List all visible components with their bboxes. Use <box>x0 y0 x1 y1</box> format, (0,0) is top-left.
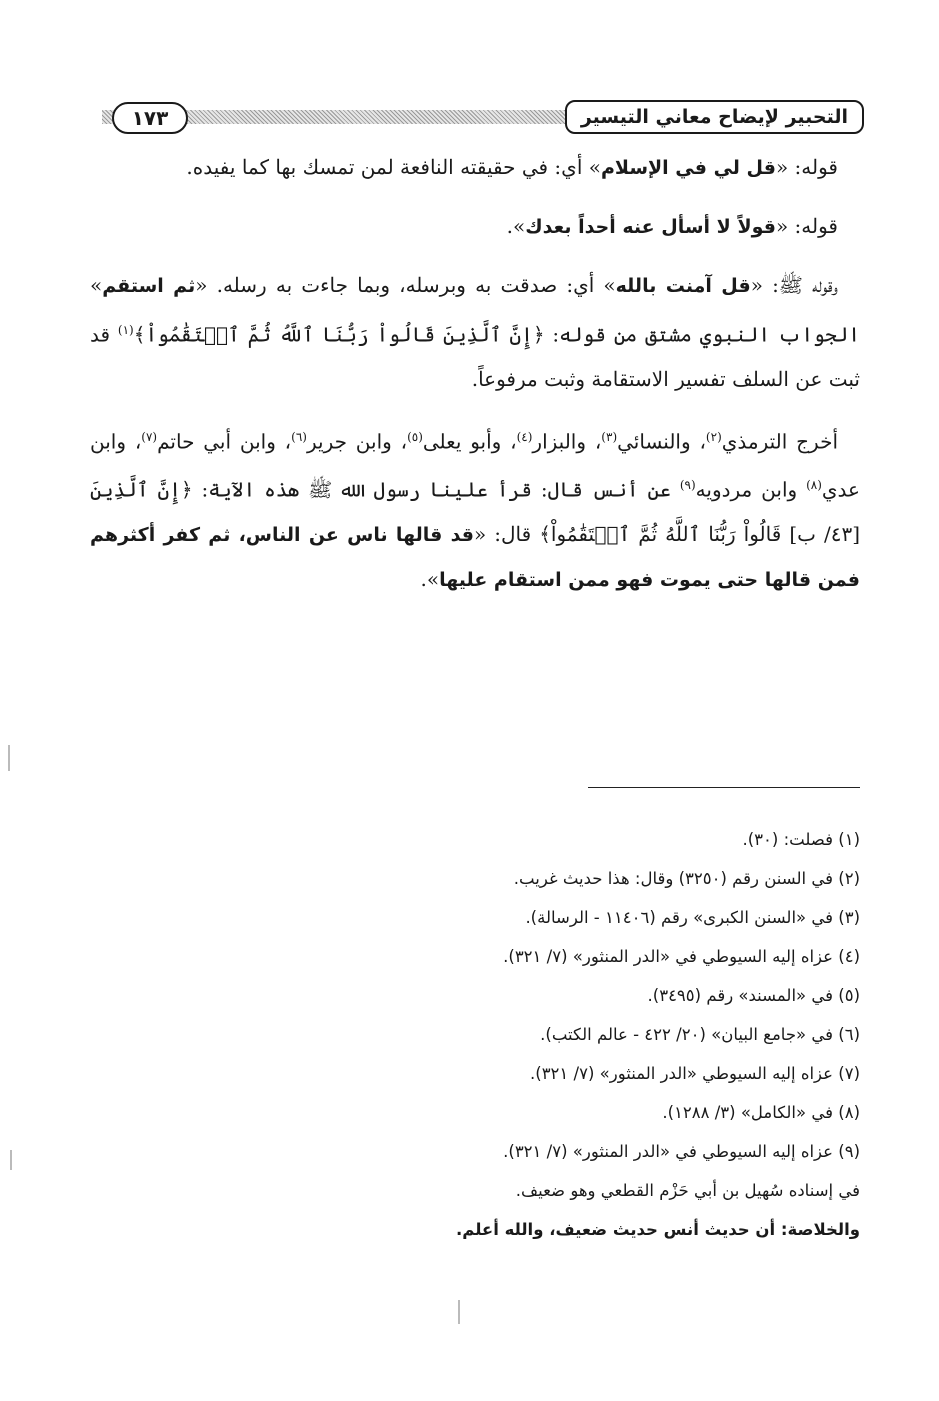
scan-mark <box>458 1300 460 1324</box>
paragraph-2: قوله: «قولاً لا أسأل عنه أحداً بعدك». <box>506 214 838 238</box>
main-text <box>90 145 860 616</box>
footnotes <box>90 820 860 1249</box>
paragraph-3: وقوله ﷺ: «قل آمنت بالله» أي: صدقت به وبرسله، وبما جاءت به رسله. «ثم استقم» الجواب النبوي مشتق من قوله: ﴿إِنَّ ٱلَّذِينَ قَالُواْ رَبُّنَا ٱللَّهُ ثُمَّ ٱسۡتَقَٰمُواْ﴾$^{(١)}$ قد ثبت عن السلف تفسير الاستقامة وثبت مرفوعاً. <box>90 273 860 391</box>
paragraph-4: أخرج الترمذي$^{(٢)}$، والنسائي$^{(٣)}$، والبزار$^{(٤)}$، وأبو يعلى$^{(٥)}$، وابن جرير$^{(٦)}$، وابن أبي حاتم$^{(٧)}$، وابن عدي$^{(٨)}$ وابن مردويه$^{(٩)}$ عن أنس قال: قرأ علينا رسول الله ﷺ هذه الآية: ﴿إِنَّ ٱلَّذِينَ [٤٣/ ب] قَالُواْ رَبُّنَا ٱللَّهُ ثُمَّ ٱسۡتَقَٰمُواْ﴾ قال: «قد قالها ناس عن الناس، ثم كفر أكثرهم فمن قالها حتى يموت فهو ممن استقام عليها». <box>90 429 860 591</box>
footnote-5: (٥) في «المسند» رقم (٣٤٩٥). <box>647 986 860 1005</box>
running-title: التحبير لإيضاح معاني التيسير <box>565 100 864 134</box>
footnote-3: (٣) في «السنن الكبرى» رقم (١١٤٠٦ - الرسالة). <box>525 908 860 927</box>
paragraph-1: قوله: «قل لي في الإسلام» أي: في حقيقته النافعة لمن تمسك بها كما يفيده. <box>186 155 838 179</box>
footnote-ref-1: (١) <box>117 323 134 337</box>
scan-mark <box>8 745 10 771</box>
scan-mark <box>10 1150 12 1170</box>
page-header <box>102 102 862 132</box>
footnote-6: (٦) في «جامع البيان» (٢٠/ ٤٢٢ - عالم الكتب). <box>540 1025 860 1044</box>
footnote-divider <box>588 787 860 788</box>
page-number: ١٧٣ <box>112 102 188 134</box>
footnote-8: (٨) في «الكامل» (٣/ ١٢٨٨). <box>662 1103 860 1122</box>
footnote-9: (٩) عزاه إليه السيوطي في «الدر المنثور» (٧/ ٣٢١). <box>503 1142 860 1161</box>
footnote-2: (٢) في السنن رقم (٣٢٥٠) وقال: هذا حديث غريب. <box>513 869 860 888</box>
footnote-7: (٧) عزاه إليه السيوطي «الدر المنثور» (٧/ ٣٢١). <box>530 1064 860 1083</box>
footnote-1: (١) فصلت: (٣٠). <box>742 830 860 849</box>
footnote-note: في إسناده سُهيل بن أبي حَزْم القطعي وهو ضعيف. <box>515 1181 860 1200</box>
footnote-conclusion: والخلاصة: أن حديث أنس حديث ضعيف، والله أعلم. <box>455 1220 860 1239</box>
footnote-4: (٤) عزاه إليه السيوطي في «الدر المنثور» (٧/ ٣٢١). <box>503 947 860 966</box>
